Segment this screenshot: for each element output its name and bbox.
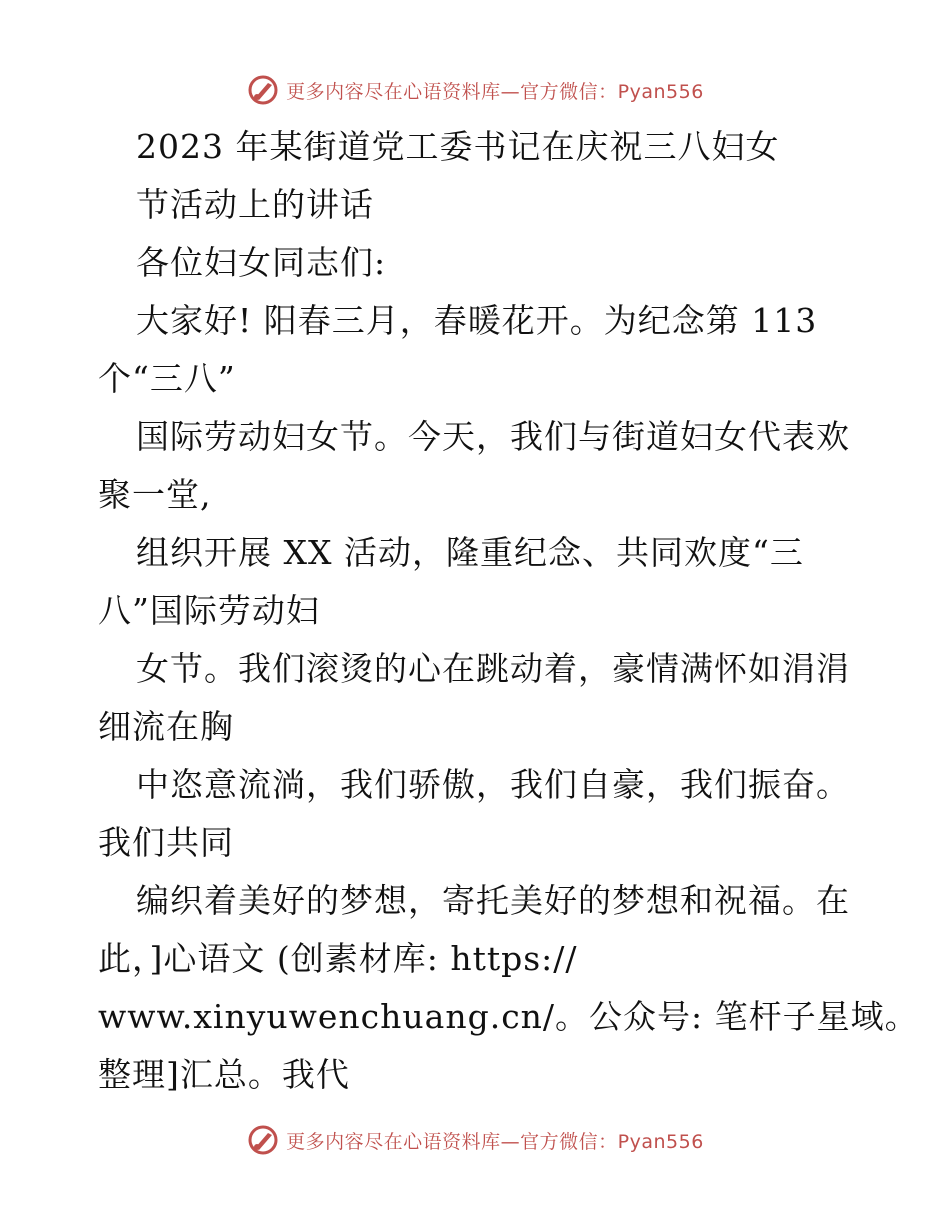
- footer-banner: [0, 1120, 950, 1160]
- title-line-2: 节活动上的讲话: [136, 185, 374, 224]
- title-line-1: 2023 年某街道党工委书记在庆祝三八妇女: [136, 127, 780, 166]
- paragraph-line: 大家好! 阳春三月，春暖花开。为纪念第 113: [136, 301, 818, 340]
- paragraph-line: 此，]心语文 (创素材库: https://: [98, 939, 578, 978]
- paragraph-line: 国际劳动妇女节。今天，我们与街道妇女代表欢: [136, 417, 850, 456]
- brush-logo-icon: [246, 73, 280, 107]
- salutation: 各位妇女同志们:: [136, 243, 387, 282]
- paragraph-line: 我们共同: [98, 823, 234, 862]
- brush-logo-icon: [246, 1123, 280, 1157]
- paragraph-line: 编织着美好的梦想，寄托美好的梦想和祝福。在: [136, 881, 850, 920]
- footer-banner-text: 更多内容尽在心语资料库—官方微信：Pyan556: [286, 1130, 704, 1153]
- paragraph-line: 中恣意流淌，我们骄傲，我们自豪，我们振奋。: [136, 765, 850, 804]
- paragraph-line: 组织开展 XX 活动，隆重纪念、共同欢度“三: [136, 533, 804, 572]
- paragraph-line: 聚一堂,: [98, 475, 212, 514]
- paragraph-line: www.xinyuwenchuang.cn/。公众号: 笔杆子星域。: [98, 997, 919, 1036]
- header-banner-text: 更多内容尽在心语资料库—官方微信：Pyan556: [286, 80, 704, 103]
- document-body: [98, 118, 919, 1104]
- paragraph-line: 细流在胸: [98, 707, 234, 746]
- paragraph-line: 八”国际劳动妇: [98, 591, 320, 630]
- paragraph-line: 女节。我们滚烫的心在跳动着，豪情满怀如涓涓: [136, 649, 850, 688]
- paragraph-line: 个“三八”: [98, 359, 236, 398]
- header-banner: [0, 70, 950, 110]
- paragraph-line: 整理]汇总。我代: [98, 1055, 350, 1094]
